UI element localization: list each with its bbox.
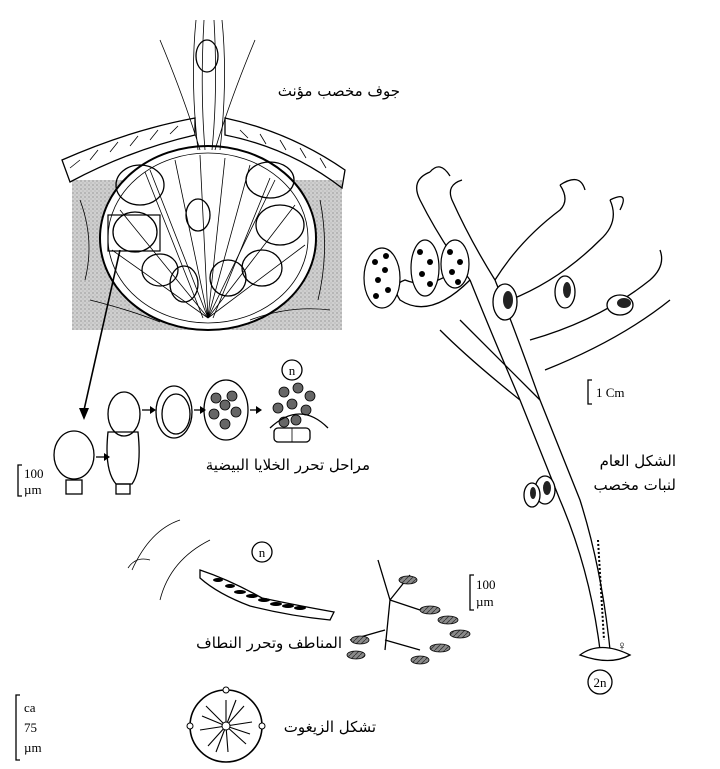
scale-sperm-unit: µm: [476, 594, 494, 609]
ploidy-sperm: n: [258, 545, 266, 560]
scale-bar-sperm: [470, 575, 474, 610]
midrib-hairs: [598, 540, 604, 640]
zygote: [187, 687, 265, 762]
sex-symbol: ♀: [617, 638, 627, 653]
scale-bar-egg: [18, 465, 22, 496]
fucus-plant: [396, 167, 670, 661]
antherozoids-label: المناطف وتحرر النطاف: [196, 634, 342, 652]
scale-zygote-3: µm: [24, 740, 42, 755]
general-label-2: لنبات مخصب: [593, 476, 676, 494]
scale-zygote-1: ca: [24, 700, 36, 715]
zygote-label: تشكل الزيغوت: [283, 718, 376, 736]
scale-bar-zygote: [16, 695, 20, 760]
conceptacle-label: جوف مخصب مؤنث: [277, 82, 400, 100]
ploidy-egg: n: [288, 363, 296, 378]
scale-bar-plant: [588, 380, 592, 404]
ploidy-plant: 2n: [593, 675, 607, 690]
scale-egg-unit: µm: [24, 482, 42, 497]
scale-egg-value: 100: [24, 466, 44, 481]
egg-release-label: مراحل تحرر الخلايا البيضية: [205, 456, 370, 474]
scale-sperm-value: 100: [476, 577, 496, 592]
fertile-receptacles: [364, 240, 469, 308]
general-label-1: الشكل العام: [599, 452, 676, 470]
conceptacle-section: [62, 20, 345, 330]
scale-zygote-2: 75: [24, 720, 37, 735]
scale-plant: 1 Cm: [596, 385, 625, 400]
arrow-head: [79, 408, 89, 420]
